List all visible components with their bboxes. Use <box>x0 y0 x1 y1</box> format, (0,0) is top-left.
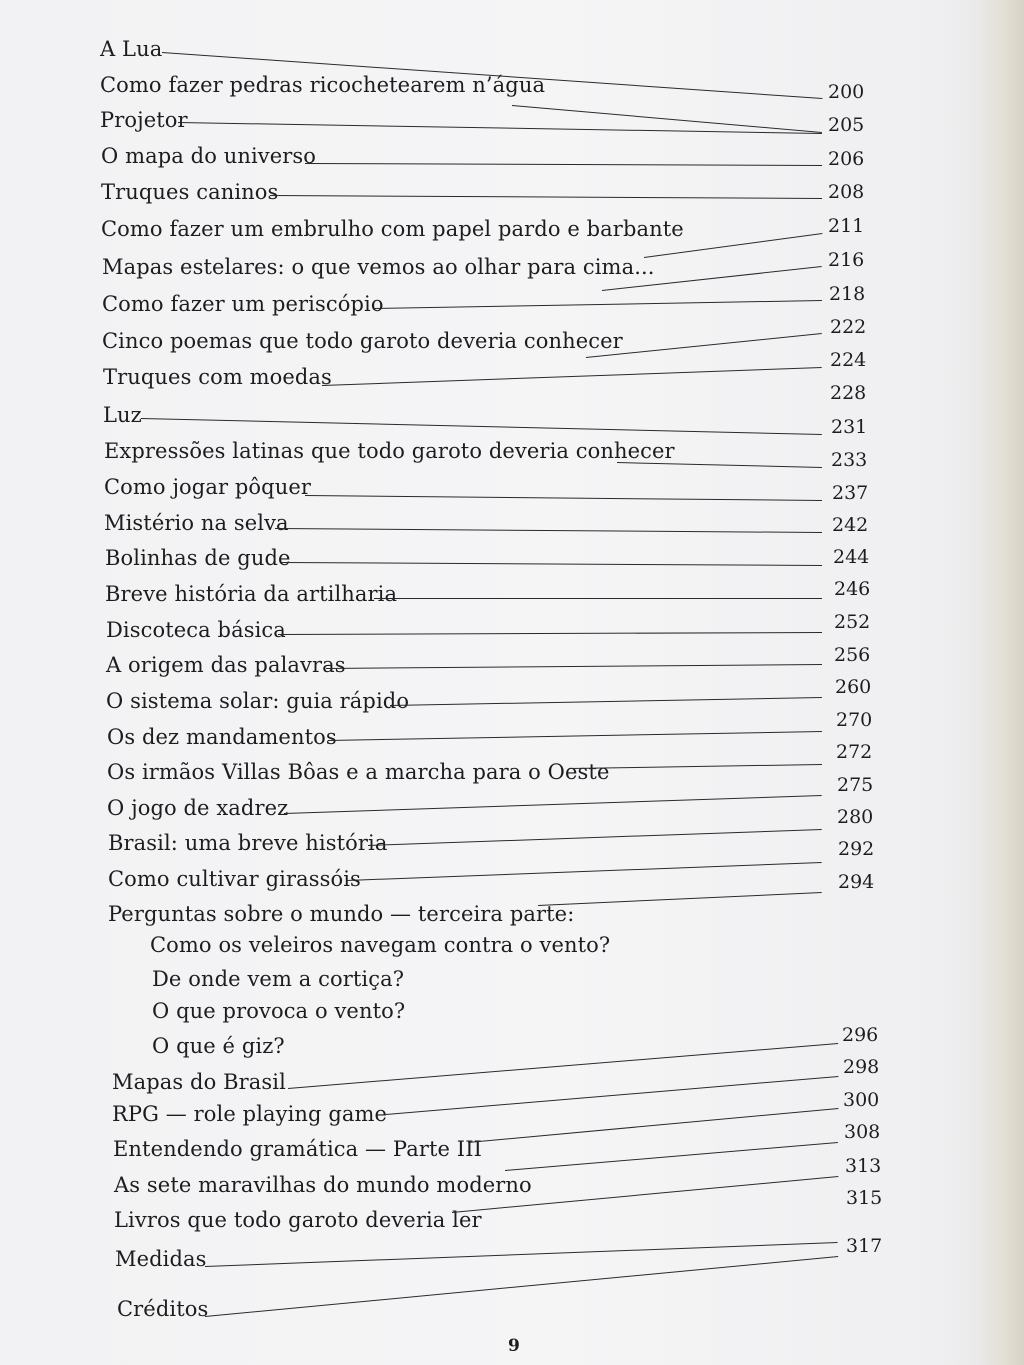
toc-entry-title: RPG — role playing game <box>112 1102 388 1126</box>
toc-leader-line <box>305 495 822 501</box>
toc-entry-title: Como fazer pedras ricochetearem n’água <box>100 73 546 97</box>
toc-entry-title: Breve história da artilharia <box>105 582 398 606</box>
toc-entry-title: As sete maravilhas do mundo moderno <box>114 1173 532 1197</box>
toc-entry-title: Mapas estelares: o que vemos ao olhar para cima... <box>102 255 655 279</box>
toc-page-number: 256 <box>834 644 871 666</box>
toc-leader-line <box>284 795 822 814</box>
toc-leader-line <box>281 562 822 566</box>
toc-page-number: 218 <box>829 283 866 305</box>
toc-page-number: 270 <box>836 709 873 731</box>
toc-page-number: 315 <box>846 1187 883 1209</box>
toc-leader-line <box>278 632 822 635</box>
toc-entry-title: Cinco poemas que todo garoto deveria conhecer <box>102 329 623 353</box>
toc-page-number: 205 <box>828 114 865 136</box>
toc-entry-title: Expressões latinas que todo garoto deveria conhecer <box>104 439 675 463</box>
toc-page-number: 200 <box>828 81 865 103</box>
toc-entry-title: Truques caninos <box>101 180 279 204</box>
toc-leader-line <box>347 862 822 881</box>
toc-leader-line <box>368 829 822 846</box>
toc-page-number: 298 <box>843 1056 880 1078</box>
toc-entry-title: Como cultivar girassóis <box>108 867 361 891</box>
toc-leader-line <box>205 1242 838 1267</box>
toc-page-number: 211 <box>828 215 865 237</box>
toc-leader-line <box>205 1256 838 1317</box>
toc-entry-title: O jogo de xadrez <box>107 796 289 820</box>
toc-page-number: 300 <box>843 1089 880 1111</box>
toc-leader-line <box>322 367 822 386</box>
toc-entry-title: Perguntas sobre o mundo — terceira parte: <box>108 902 575 926</box>
toc-entry-title: Como jogar pôquer <box>104 475 311 499</box>
toc-entry-title: Como fazer um periscópio <box>102 292 384 316</box>
toc-page-number: 208 <box>828 181 865 203</box>
toc-entry-title: Os irmãos Villas Bôas e a marcha para o Oeste <box>107 760 610 784</box>
toc-entry-title: Luz <box>103 403 142 427</box>
toc-page-number: 292 <box>838 838 875 860</box>
toc-leader-line <box>374 598 822 599</box>
toc-entry-title: O que é giz? <box>152 1034 285 1058</box>
toc-leader-line <box>468 1108 838 1143</box>
toc-leader-line <box>538 892 822 906</box>
toc-leader-line <box>270 195 822 199</box>
toc-leader-line <box>386 1076 838 1115</box>
toc-leader-line <box>326 664 822 669</box>
toc-leader-line <box>374 300 822 309</box>
toc-leader-line <box>390 697 822 706</box>
toc-entry-title: A origem das palavras <box>106 653 346 677</box>
toc-page-number: 228 <box>830 382 867 404</box>
toc-leader-line <box>275 528 822 533</box>
toc-page-number: 246 <box>834 578 871 600</box>
toc-entry-title: Truques com moedas <box>103 365 332 389</box>
toc-page-number: 244 <box>833 546 870 568</box>
toc-page-number: 280 <box>837 806 874 828</box>
toc-leader-line <box>505 1142 838 1171</box>
toc-page-number: 294 <box>838 871 875 893</box>
toc-page-number: 242 <box>832 514 869 536</box>
toc-page-number: 308 <box>844 1121 881 1143</box>
toc-entry-title: A Lua <box>100 37 163 61</box>
toc-entry-title: Discoteca básica <box>106 618 286 642</box>
toc-entry-title: Brasil: uma breve história <box>108 831 388 855</box>
toc-entry-title: Projetor <box>100 108 188 132</box>
toc-entry-title: Como os veleiros navegam contra o vento? <box>150 933 611 957</box>
toc-page-number: 233 <box>831 449 868 471</box>
toc-leader-line <box>141 418 822 435</box>
toc-entry-title: Medidas <box>115 1247 207 1271</box>
toc-entry-title: Mistério na selva <box>104 511 289 535</box>
toc-page-number: 275 <box>837 774 874 796</box>
toc-entry-title: Livros que todo garoto deveria ler <box>114 1208 482 1232</box>
toc-page-number: 222 <box>830 316 867 338</box>
toc-page-number: 252 <box>834 611 871 633</box>
toc-page-number: 272 <box>836 741 873 763</box>
toc-entry-title: Bolinhas de gude <box>105 546 291 570</box>
toc-page-number: 260 <box>835 676 872 698</box>
toc-page-number: 296 <box>842 1024 879 1046</box>
toc-leader-line <box>328 731 822 741</box>
toc-entry-title: Como fazer um embrulho com papel pardo e barbante <box>101 217 684 241</box>
toc-entry-title: O mapa do universo <box>101 144 317 168</box>
toc-entry-title: Mapas do Brasil <box>112 1070 286 1094</box>
toc-page-number: 231 <box>831 416 868 438</box>
toc-entry-title: Entendendo gramática — Parte III <box>113 1137 482 1161</box>
toc-page-number: 216 <box>828 249 865 271</box>
toc-entry-title: De onde vem a cortiça? <box>152 967 405 991</box>
toc-page-number: 206 <box>828 148 865 170</box>
toc-leader-line <box>305 163 822 166</box>
toc-page-number: 313 <box>845 1155 882 1177</box>
toc-entry-title: O sistema solar: guia rápido <box>106 689 410 713</box>
toc-page-number: 237 <box>832 482 869 504</box>
toc-leader-line <box>617 462 822 468</box>
toc-entry-title: O que provoca o vento? <box>152 999 406 1023</box>
toc-page-number: 224 <box>830 349 867 371</box>
toc-entry-title: Créditos <box>117 1297 209 1321</box>
page-number: 9 <box>508 1336 520 1356</box>
toc-entry-title: Os dez mandamentos <box>107 725 337 749</box>
toc-page-number: 317 <box>846 1235 883 1257</box>
